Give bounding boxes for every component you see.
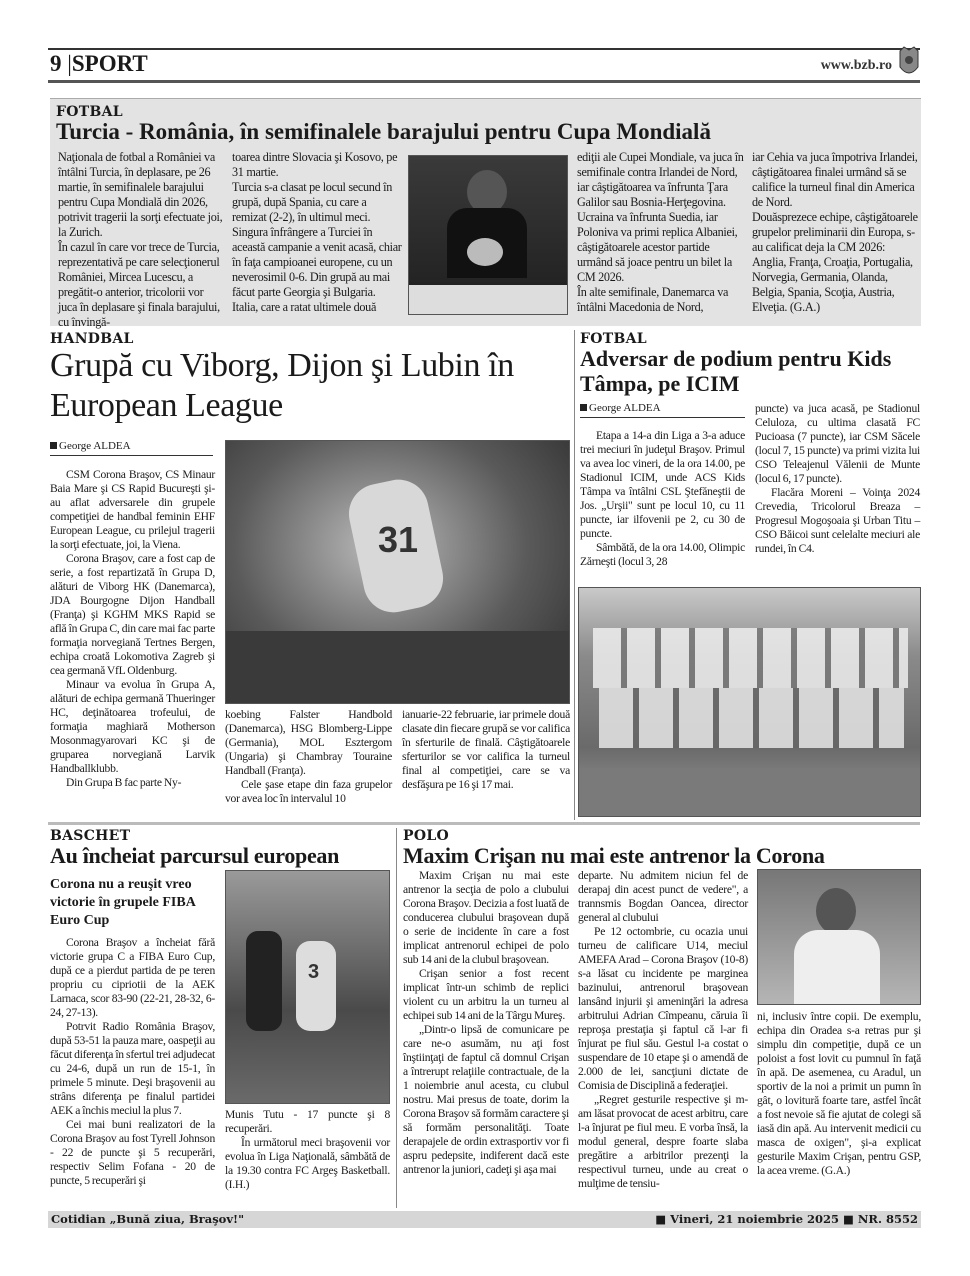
top-article-col-4: [752, 150, 919, 315]
paragraph: Din Grupa B fac parte Ny-: [66, 776, 182, 789]
polo-title: Maxim Crişan nu mai este antrenor la Corona: [403, 843, 825, 868]
paragraph: Pe 12 octombrie, cu ocazia unui turneu de calificare U14, meciul AMEFA Arad – Corona Braşov (10-8) s-a lăsat cu incidente pe marginea bazinului, antrenorul braşovean lansând injurii şi ameninţări la adresa arbitrului Adrian Cîmpeanu, căruia îi reproşa prestaţia şi faptul că l-ar fi înjurat pe fiul său. Gestul l-a costat o suspendare de 10 etape şi o amendă de 2.000 de lei, sancţiuni dictate de Comisia de Disciplină a federaţiei.: [578, 925, 748, 1092]
page-header: 9 |SPORT: [50, 51, 148, 76]
paragraph: koebing Falster Handbold (Danemarca), HSG Blomberg-Lippe (Germania), MOL Esztergom (Ungaria) şi Chambray Touraine Handball (Franţa).: [225, 708, 392, 777]
footer-bar: [48, 1211, 921, 1228]
top-article-title: Turcia - România, în semifinalele barajului pentru Cupa Mondială: [56, 119, 711, 144]
paragraph: ianuarie-22 februarie, iar primele două clasate din fiecare grupă se vor califica în sferturile de finală. Câştigătoarele sferturilor se vor califica la turneul final al competiţiei, care se va desfăşura pe 16 şi 17 mai.: [402, 708, 570, 791]
draw-ceremony-photo: [408, 155, 568, 315]
baschet-col-1: [50, 936, 215, 1188]
kids-col-2: [755, 402, 920, 556]
baschet-subtitle: Corona nu a reuşit vreo victorie în grupele FIBA Euro Cup: [50, 877, 196, 928]
coach-photo: [757, 869, 921, 1005]
paragraph: Corona Braşov, care a fost cap de serie, a fost repartizată în Grupa D, alături de Viborg HK (Danemarca), JDA Bourgogne Dijon Handball (Franţa) şi KGHM MKS Rapid se află în Grupa C, din care mai fac parte formaţia norvegiană Tertnes Bergen, echipa croată Lokomotiva Zagreb şi cea germană VfL Oldenburg.: [50, 552, 215, 677]
paragraph: În alte semifinale, Danemarca va întâlni Macedonia de Nord,: [577, 285, 729, 314]
kids-category: FOTBAL: [580, 331, 647, 347]
coach-head: [816, 888, 856, 934]
top-article-box: [50, 98, 921, 329]
baschet-category: BASCHET: [50, 828, 131, 844]
court-floor: [226, 631, 570, 704]
website-link[interactable]: www.bzb.ro: [820, 58, 892, 73]
jersey-number: 31: [378, 519, 419, 560]
paragraph: puncte) va juca acasă, pe Stadionul Celuloza, cu ultima clasată FC Pucioasa (7 puncte), iar CSM Săcele (locul 7, 15 puncte) va primi vizita lui CSO Teleajenul Vălenii de Munte (locul 6, 17 puncte).: [755, 402, 920, 485]
header-rule-top: [48, 48, 920, 50]
jersey-number: 3: [308, 961, 320, 983]
baschet-title: Au încheiat parcursul european: [50, 843, 340, 868]
paragraph: Flacăra Moreni – Voinţa 2024 Crevedia, Tricolorul Breaza – Progresul Mogoşoaia şi Urban Titu – CSO Băicoi sunt celelalte meciuri ale rundei, în C4.: [755, 486, 920, 555]
publication-name: Cotidian „Bună ziua, Braşov!": [51, 1212, 245, 1226]
draw-ball-bowl: [467, 238, 503, 266]
paragraph: Etapa a 14-a din Liga a 3-a aduce trei meciuri în judeţul Braşov. Primul va avea loc vineri, de la ora 14.00, pe Stadionul ICIM, unde ACS Kids Tâmpa va întâlni CSL Ştefăneştii de Jos. „Urşii" sunt pe locul 10, cu 11 puncte, iar ilfovenii pe 2, cu 30 de puncte.: [580, 429, 745, 540]
paragraph: toarea dintre Slovacia şi Kosovo, pe 31 martie.: [232, 150, 398, 179]
paragraph: Sâmbătă, de la ora 14.00, Olimpic Zărneşti (locul 3, 28: [580, 541, 745, 568]
kids-col-1: [580, 429, 745, 569]
paragraph: „Regret gesturile respective şi m-am lăsat provocat de acest arbitru, care l-a înjurat pe fiul meu. E vorba însă, la modul general, despre foarte slaba pregătire a arbitrilor prezenţi la respectivul turneu, unde au creat o mulţime de tensiu-: [578, 1093, 748, 1190]
handball-player-photo: [225, 440, 570, 704]
top-article-col-3: [577, 150, 747, 315]
top-article-category: FOTBAL: [56, 104, 123, 120]
basketball-game-photo: [225, 870, 390, 1104]
paragraph: În următorul meci braşovenii vor evolua în Liga Naţională, sâmbătă de la 19.30 contra FC Argeş Basketball. (I.H.): [225, 1136, 390, 1191]
opponent-player: [246, 931, 282, 1031]
paragraph: departe. Nu admitem niciun fel de derapaj din acest punct de vedere", a trannsmis Bogdan Oancea, director general al clubului: [578, 869, 748, 924]
column-divider: [574, 330, 575, 820]
player-jersey: [296, 941, 336, 1031]
paragraph: Italia, care a ratat ultimele două: [232, 300, 377, 314]
paragraph: ni, inclusiv între copii. De exemplu, echipa din Oradea s-a retras pur şi simplu din competiţie, după ce un poloist a fost lovit cu pumnul în faţă în apă. De asemenea, cu Aradul, un sportiv de la noi a primit un pumn în gât, o lovitură foarte tare, astfel încât a fost nevoie să fie ajutat de colegi să iasă din apă. Au intervenit medicii cu masca de oxigen", şi-a explicat gesturile Maxim Crişan, pentru GSP, la acea vreme. (G.A.): [757, 1010, 921, 1177]
polo-col-3: [757, 1010, 921, 1178]
paragraph: Ucraina va înfrunta Suedia, iar Poloniva va primi replica Albaniei, câştigătoarele acestor partide urmând să joace pentru un bilet la CM 2026.: [577, 210, 738, 284]
baschet-col-2: [225, 1108, 390, 1192]
paragraph: „Dintr-o lipsă de comunicare pe care ne-o asumăm, nu aţi fost înştiinţaţi de faptul că domnul Crişan a întrerupt relaţiile contractuale, de la 1 noiembrie anul acesta, cu clubul nostru. Mai presus de toate, dorim la Corona Braşov să formăm caractere şi să formăm personalităţi. Toate derapajele de ordin extrasportiv vor fi aspru pedepsite, indiferent dacă este antrenor la juniori, cadeţi şi aşa mai: [403, 1023, 569, 1176]
handbal-col-2: [225, 708, 392, 806]
tv-score-overlay: [409, 282, 568, 315]
polo-category: POLO: [403, 828, 449, 844]
paragraph: Maxim Crişan nu mai este antrenor la secţia de polo a clubului Corona Braşov. Decizia a fost luată de conducerea clubului braşovean după o serie de incidente în care a fost implicat antrenorul echipei de polo sub 14 ani de la clubul braşovean.: [403, 869, 569, 966]
kids-title: Adversar de podium pentru Kids Tâmpa, pe ICIM: [580, 346, 892, 396]
paragraph: Minaur va evolua în Grupa A, alături de echipa germană Thueringer HC, deţinătoarea trofeului, de formaţia maghiară Motherson Mosonmagyarovari KC şi de gruparea norvegiană Larvik Handballklubb.: [50, 678, 215, 775]
polo-col-1: [403, 869, 569, 1177]
section-divider: [48, 822, 920, 825]
handbal-byline: George ALDEA: [50, 440, 213, 456]
kids-byline: George ALDEA: [580, 402, 745, 418]
paragraph: Munis Tutu - 17 puncte şi 8 recuperări.: [225, 1108, 390, 1135]
issue-date: Vineri, 21 noiembrie 2025: [670, 1212, 840, 1226]
coach-shirt: [794, 930, 880, 1005]
team-back-row: [593, 628, 908, 688]
handbal-category: HANDBAL: [50, 331, 134, 347]
paragraph: În cazul în care vor trece de Turcia, reprezentativă pe care selecţionerul României, Mircea Lucescu, a pregătit-o anterior, tricolorii vor juca în deplasare şi finala barajului, cu învingă-: [58, 240, 220, 329]
polo-col-2: [578, 869, 748, 1191]
top-article-col-2: [232, 150, 402, 315]
paragraph: Cele şase etape din faza grupelor vor avea loc în intervalul 10: [225, 778, 392, 805]
handbal-title: Grupă cu Viborg, Dijon şi Lubin în European League: [50, 347, 514, 424]
paragraph: ediţii ale Cupei Mondiale, va juca în semifinale contra Irlandei de Nord, iar câştigătoarea va înfrunta Ţara Galilor sau Bosnia-Herţegovina.: [577, 150, 744, 209]
issue-info: ■ Vineri, 21 noiembrie 2025 ■ NR. 8552: [655, 1212, 918, 1226]
paragraph: Potrvit Radio România Braşov, după 53-51 la pauza mare, oaspeţii au făcut diferenţa în sfertul trei adjudecat cu 24-6, după un run de 15-1, în primele 5 minute. Deşi braşovenii au strâns diferenţa pe finalul partidei AEK a închis meciul la plus 7.: [50, 1020, 215, 1117]
paragraph: Naţionala de fotbal a României va întâlni Turcia, în deplasare, pe 26 martie, în semifinalele barajului pentru Cupa Mondială din 2026, potrivit tragerii la sorţi efectuate joi, la Zurich.: [58, 150, 223, 239]
top-article-col-1: [58, 150, 224, 330]
page-number: 9: [50, 51, 62, 76]
paragraph: Douăsprezece echipe, câştigătoarele grupelor preliminarii din Europa, s-au calificat deja la CM 2026: Anglia, Franţa, Croaţia, Portugalia, Norvegia, Germania, Olanda, Belgia, Spania, Scoţia, Austria, Elveţia. (G.A.): [752, 210, 918, 314]
header-rule-bottom: [48, 80, 920, 83]
issue-number: NR. 8552: [857, 1212, 918, 1226]
paragraph: Corona Braşov a încheiat fără victorie grupa C a FIBA Euro Cup, după ce a pierdut partida de pe teren propriu cu cipriotii de la AEK Larnaca, scor 83-90 (22-21, 28-32, 6-24, 27-13).: [50, 936, 215, 1019]
column-divider: [396, 828, 397, 1208]
team-photo: [578, 587, 921, 817]
handbal-col-1: [50, 468, 215, 790]
paragraph: iar Cehia va juca împotriva Irlandei, câştigătoarea finalei urmând să se califice la turneul final din America de Nord.: [752, 150, 918, 209]
paragraph: CSM Corona Braşov, CS Minaur Baia Mare şi CS Rapid Bucureşti şi-au aflat adversarele din grupele competiţiei de handbal feminin EHF European League, cu prilejul tragerii la sorţi efectuate, joi, la Viena.: [50, 468, 215, 551]
paragraph: Cei mai buni realizatori de la Corona Braşov au fost Tyrell Johnson - 22 de puncte şi 5 recuperări, respectiv Selim Fofana - 20 de puncte, 5 recuperări şi: [50, 1118, 215, 1187]
team-front-row: [599, 688, 904, 748]
section-name: SPORT: [71, 51, 148, 76]
paragraph: Turcia s-a clasat pe locul secund în grupă, după Spania, cu care a remizat (2-2), în ultimul meci. Singura înfrângere a Turciei în această campanie a venit acasă, chiar în faţa campioanei europene, cu un neverosimil 0-6. Din grupă au mai făcut parte Georgia şi Bulgaria.: [232, 180, 402, 299]
handbal-col-3: [402, 708, 570, 792]
pitch: [579, 768, 921, 817]
paragraph: Crişan senior a fost recent implicat într-un schimb de replici violent cu un arbitru la un turneu al echipei sub 14 ani de la Târgu Mureş.: [403, 967, 569, 1022]
coat-of-arms-icon: [896, 45, 922, 81]
